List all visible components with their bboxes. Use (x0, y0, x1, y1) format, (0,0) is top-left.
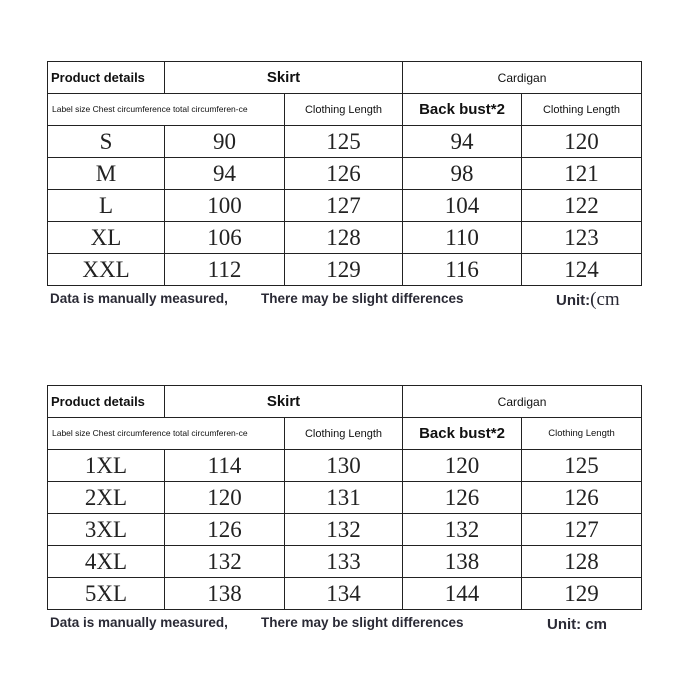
cardigan-length-cell: 120 (522, 126, 642, 158)
chest-cell: 120 (165, 482, 285, 514)
size-cell: 1XL (48, 450, 165, 482)
size-cell: XL (48, 222, 165, 254)
back-bust-cell: 110 (403, 222, 522, 254)
unit-text: Unit: cm (547, 616, 607, 633)
skirt-length-cell: 126 (285, 158, 403, 190)
skirt-length-cell: 129 (285, 254, 403, 286)
skirt-length-cell: 131 (285, 482, 403, 514)
measurement-note: Data is manually measured, (50, 615, 228, 630)
measurement-note: Data is manually measured, (50, 291, 228, 306)
cardigan-length-cell: 128 (522, 546, 642, 578)
size-cell: 5XL (48, 578, 165, 610)
skirt-header: Skirt (165, 386, 403, 418)
table-row (48, 546, 642, 578)
chest-cell: 112 (165, 254, 285, 286)
back-bust-header: Back bust*2 (403, 418, 522, 450)
size-cell: 2XL (48, 482, 165, 514)
cardigan-length-cell: 129 (522, 578, 642, 610)
chest-cell: 114 (165, 450, 285, 482)
cardigan-header: Cardigan (403, 62, 642, 94)
skirt-length-cell: 132 (285, 514, 403, 546)
table-row (48, 578, 642, 610)
size-chart-top (47, 61, 641, 310)
unit-value: (cm (590, 289, 620, 310)
cardigan-length-cell: 127 (522, 514, 642, 546)
back-bust-cell: 94 (403, 126, 522, 158)
skirt-length-cell: 133 (285, 546, 403, 578)
table-row (48, 450, 642, 482)
chest-cell: 126 (165, 514, 285, 546)
skirt-length-cell: 130 (285, 450, 403, 482)
chest-cell: 100 (165, 190, 285, 222)
cardigan-clothing-length-header: Clothing Length (522, 94, 642, 126)
table-header-row (48, 386, 642, 418)
table-subheader-row (48, 418, 642, 450)
chest-cell: 94 (165, 158, 285, 190)
table-row (48, 482, 642, 514)
size-cell: XXL (48, 254, 165, 286)
cardigan-length-cell: 121 (522, 158, 642, 190)
size-table (47, 385, 642, 610)
label-size-header: Label size Chest circumference total circumferen-ce (48, 418, 285, 450)
size-cell: 3XL (48, 514, 165, 546)
chest-cell: 90 (165, 126, 285, 158)
product-details-header: Product details (48, 62, 165, 94)
table-row (48, 514, 642, 546)
back-bust-cell: 132 (403, 514, 522, 546)
unit-label (547, 613, 607, 635)
cardigan-header: Cardigan (403, 386, 642, 418)
cardigan-length-cell: 124 (522, 254, 642, 286)
skirt-length-cell: 127 (285, 190, 403, 222)
skirt-length-cell: 134 (285, 578, 403, 610)
table-subheader-row (48, 94, 642, 126)
size-chart-bottom (47, 385, 641, 633)
back-bust-cell: 116 (403, 254, 522, 286)
label-size-header: Label size Chest circumference total circumferen-ce (48, 94, 285, 126)
skirt-length-cell: 125 (285, 126, 403, 158)
table-row (48, 222, 642, 254)
back-bust-cell: 144 (403, 578, 522, 610)
skirt-length-cell: 128 (285, 222, 403, 254)
table-header-row (48, 62, 642, 94)
back-bust-cell: 138 (403, 546, 522, 578)
back-bust-cell: 104 (403, 190, 522, 222)
size-table (47, 61, 642, 286)
back-bust-cell: 98 (403, 158, 522, 190)
table-row (48, 254, 642, 286)
chest-cell: 106 (165, 222, 285, 254)
skirt-clothing-length-header: Clothing Length (285, 94, 403, 126)
table-row (48, 126, 642, 158)
back-bust-cell: 120 (403, 450, 522, 482)
back-bust-header: Back bust*2 (403, 94, 522, 126)
cardigan-length-cell: 125 (522, 450, 642, 482)
table-row (48, 190, 642, 222)
difference-note: There may be slight differences (261, 291, 464, 306)
cardigan-clothing-length-header: Clothing Length (522, 418, 642, 450)
difference-note: There may be slight differences (261, 615, 464, 630)
size-cell: L (48, 190, 165, 222)
chest-cell: 138 (165, 578, 285, 610)
skirt-clothing-length-header: Clothing Length (285, 418, 403, 450)
cardigan-length-cell: 123 (522, 222, 642, 254)
skirt-header: Skirt (165, 62, 403, 94)
table-row (48, 158, 642, 190)
cardigan-length-cell: 126 (522, 482, 642, 514)
cardigan-length-cell: 122 (522, 190, 642, 222)
product-details-header: Product details (48, 386, 165, 418)
unit-text: Unit: (556, 292, 591, 309)
size-cell: S (48, 126, 165, 158)
unit-label (556, 289, 620, 311)
back-bust-cell: 126 (403, 482, 522, 514)
chest-cell: 132 (165, 546, 285, 578)
size-cell: 4XL (48, 546, 165, 578)
size-cell: M (48, 158, 165, 190)
